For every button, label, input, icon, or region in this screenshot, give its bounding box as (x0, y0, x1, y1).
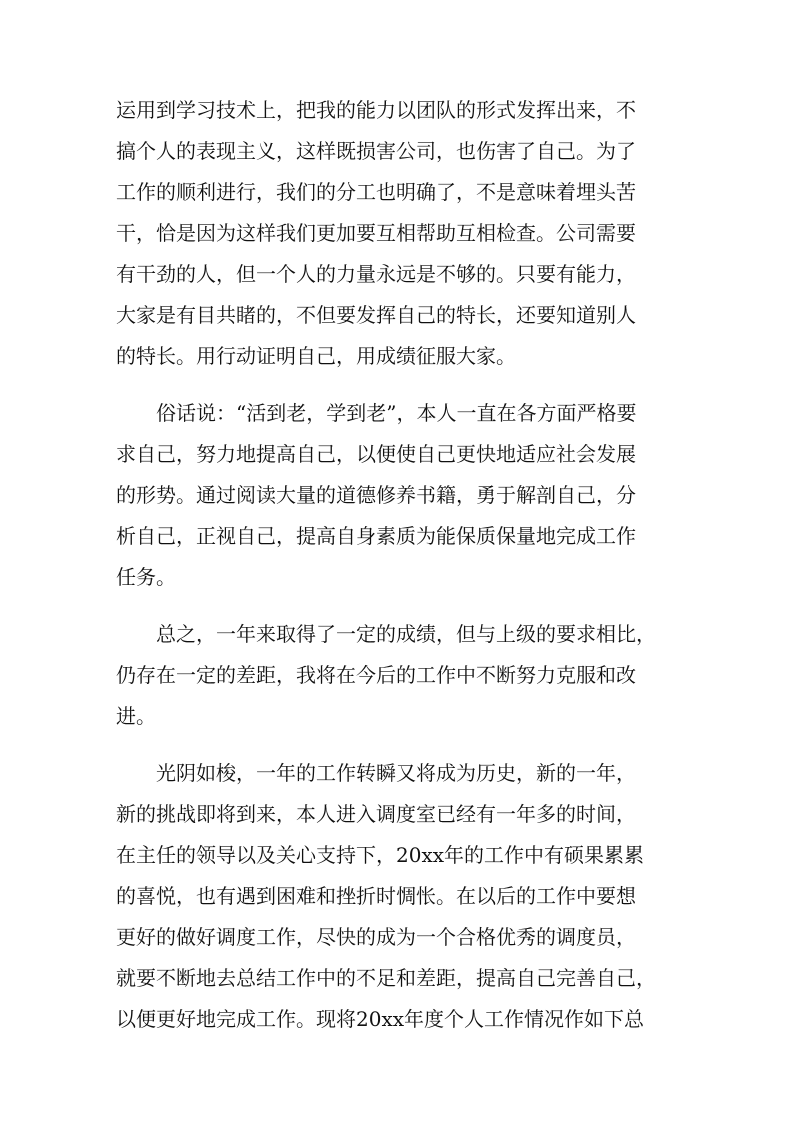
text-line: 的特长。用行动证明自己，用成绩征服大家。 (116, 344, 516, 368)
text-line: 搞个人的表现主义，这样既损害公司，也伤害了自己。为了 (116, 139, 636, 163)
paragraph (116, 90, 686, 377)
text-line: 运用到学习技术上，把我的能力以团队的形式发挥出来，不 (116, 98, 636, 122)
text-line: 仍存在一定的差距，我将在今后的工作中不断努力克服和改 (116, 663, 636, 687)
text-line: 新的挑战即将到来，本人进入调度室已经有一年多的时间， (116, 802, 636, 826)
text-line: 总之，一年来取得了一定的成绩，但与上级的要求相比， (116, 622, 656, 646)
paragraph (116, 753, 686, 1040)
paragraph-spacing (116, 737, 686, 753)
paragraph (116, 614, 686, 737)
document-body (116, 90, 686, 1040)
text-line: 在主任的领导以及关心支持下，20xx年的工作中有硕果累累 (116, 843, 645, 867)
text-line: 俗话说：“活到老，学到老”，本人一直在各方面严格要 (116, 401, 637, 425)
text-line: 的形势。通过阅读大量的道德修养书籍，勇于解剖自己，分 (116, 483, 636, 507)
text-line: 更好的做好调度工作，尽快的成为一个合格优秀的调度员， (116, 925, 636, 949)
text-line: 析自己，正视自己，提高自身素质为能保质保量地完成工作 (116, 524, 636, 548)
text-line: 进。 (116, 704, 156, 728)
text-line: 的喜悦，也有遇到困难和挫折时惆怅。在以后的工作中要想 (116, 884, 636, 908)
paragraph-spacing (116, 377, 686, 393)
text-line: 大家是有目共睹的，不但要发挥自己的特长，还要知道别人 (116, 303, 636, 327)
text-line: 干，恰是因为这样我们更加要互相帮助互相检查。公司需要 (116, 221, 636, 245)
text-line: 任务。 (116, 565, 176, 589)
text-line: 工作的顺利进行，我们的分工也明确了，不是意味着埋头苦 (116, 180, 636, 204)
text-line: 光阴如梭，一年的工作转瞬又将成为历史，新的一年， (116, 761, 636, 785)
paragraph-spacing (116, 598, 686, 614)
text-line: 求自己，努力地提高自己，以便使自己更快地适应社会发展 (116, 442, 636, 466)
text-line: 有干劲的人，但一个人的力量永远是不够的。只要有能力， (116, 262, 636, 286)
paragraph (116, 393, 686, 598)
text-line: 就要不断地去总结工作中的不足和差距，提高自己完善自己， (116, 966, 656, 990)
text-line: 以便更好地完成工作。现将20xx年度个人工作情况作如下总 (116, 1007, 645, 1031)
